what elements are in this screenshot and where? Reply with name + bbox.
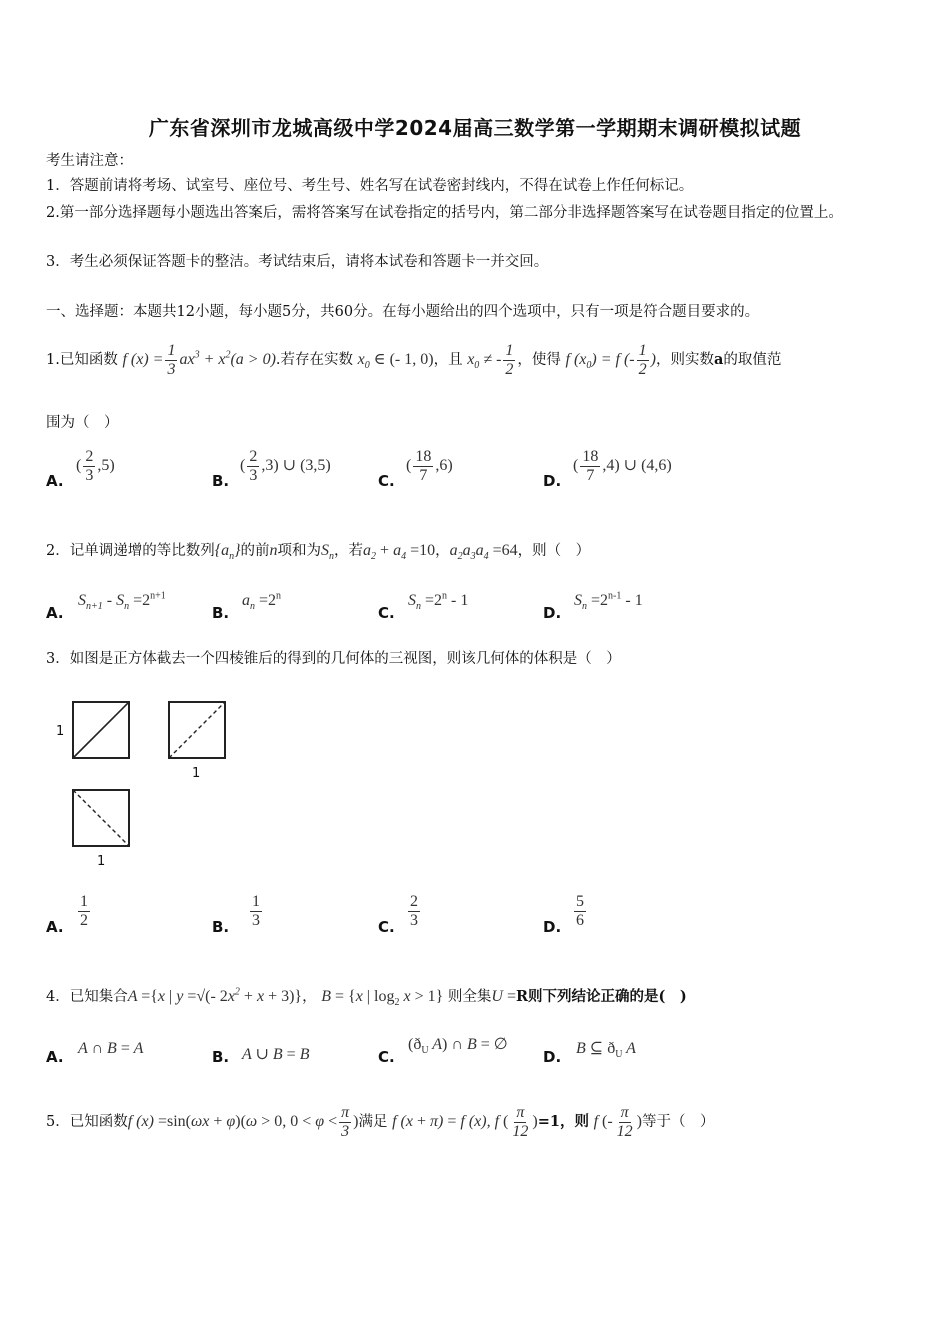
page-title: 广东省深圳市龙城高级中学2024届高三数学第一学期期末调研模拟试题 [148, 116, 802, 140]
q1-x0-range: $x_0$ ∈ (- 1, 0) [357, 351, 434, 372]
q4-text-3: 则下列结论正确的是( ) [528, 988, 687, 1005]
q1-text-1: .若存在实数 [275, 352, 354, 368]
q3-option-a-label[interactable]: A. [46, 918, 64, 936]
q5-text-3: 等于（ ） [642, 1114, 715, 1130]
three-view-svg [50, 690, 290, 890]
q2-option-b-label[interactable]: B. [212, 604, 230, 622]
question-5 [46, 1100, 916, 1144]
q4-option-b[interactable]: A ∪ B = B [242, 1046, 310, 1063]
q3-option-b-label[interactable]: B. [212, 918, 230, 936]
side-view-square [169, 702, 225, 758]
q1-function: f (x) = $\frac{1}{3}$ $ax^3 + x^2(a > 0)$ [122, 341, 276, 378]
q1-option-b[interactable]: ( $\frac{2}{3}$ ,3) ∪ (3,5) [240, 448, 331, 484]
q2-sn: $S_n$ [321, 542, 335, 563]
q1-equation: f $(x_0) = f$ (- $\frac{1}{2}$ ) [565, 341, 656, 378]
q4-option-d[interactable]: B ⊆ $ð_U$ A [576, 1040, 636, 1061]
top-view-dashed-diagonal [73, 790, 129, 846]
question-4 [46, 982, 916, 1012]
q2-option-a-label[interactable]: A. [46, 604, 64, 622]
top-view-square [73, 790, 129, 846]
q4-prefix: 4．已知集合 [46, 989, 128, 1005]
q1-option-b-label[interactable]: B. [212, 472, 230, 490]
q4-option-c-label[interactable]: C. [378, 1048, 395, 1066]
q2-option-d[interactable]: $S_n =2^{n-1} - 1$ [574, 590, 643, 613]
q1-option-c-label[interactable]: C. [378, 472, 395, 490]
q5-function: f (x) =sin(ωx + φ)(ω > 0, 0 < φ < $\frac{\pi}{3}$ ) [127, 1103, 359, 1140]
q2-option-b[interactable]: $a_n =2^n$ [242, 590, 282, 613]
q2-cond-2: $a_2a_3a_4 =64$ [449, 542, 518, 563]
question-2 [46, 536, 916, 566]
q4-r: R [515, 988, 529, 1005]
front-view-diagonal [73, 702, 129, 758]
q1-option-d-label[interactable]: D. [543, 472, 562, 490]
q5-target: f (- $\frac{\pi}{12}$ ) [593, 1103, 642, 1140]
q1-text-5: 的取值范 [723, 352, 782, 368]
q2-prefix: 2．记单调递增的等比数列 [46, 543, 215, 559]
notice-item-1: 1．答题前请将考场、试室号、座位号、考生号、姓名写在试卷密封线内，不得在试卷上作任何标记。 [46, 178, 694, 194]
q2-text-5: ，则（ ） [517, 543, 591, 559]
q2-option-c[interactable]: $S_n =2^n - 1$ [408, 590, 469, 613]
three-view-figure [50, 690, 290, 890]
question-1 [46, 340, 916, 380]
q4-text-2: 则全集 [447, 989, 492, 1005]
q4-option-d-label[interactable]: D. [543, 1048, 562, 1066]
front-view-label: 1 [56, 724, 65, 739]
notice-item-2: 2.第一部分选择题每小题选出答案后，需将答案写在试卷指定的括号内，第二部分非选择题答案写在试卷题目指定的位置上。 [46, 205, 843, 221]
q2-option-a[interactable]: $S_{n+1} - S_n =2^{n+1}$ [78, 590, 166, 613]
q1-text-2: ，且 [433, 352, 463, 368]
q4-universal: U = [491, 988, 516, 1005]
q3-option-c[interactable]: $\frac{2}{3}$ [410, 893, 418, 929]
question-3: 3．如图是正方体截去一个四棱锥后的得到的几何体的三视图，则该几何体的体积是（ ） [46, 651, 621, 667]
q2-text-1: 的前 [240, 543, 270, 559]
q1-text-3: ，使得 [517, 352, 561, 368]
q2-option-c-label[interactable]: C. [378, 604, 395, 622]
q1-option-d[interactable]: ( $\frac{18}{7}$ ,4) ∪ (4,6) [573, 448, 672, 484]
q3-option-c-label[interactable]: C. [378, 918, 395, 936]
side-view-label: 1 [192, 766, 201, 781]
q3-option-d[interactable]: $\frac{5}{6}$ [576, 893, 584, 929]
q5-condition: f (x + π) = f (x), f ( $\frac{\pi}{12}$ ) [392, 1103, 538, 1140]
q2-cond-1: $a_2 + a_4 =10$ [363, 542, 436, 563]
notice-item-3: 3．考生必须保证答题卡的整洁。考试结束后，请将本试卷和答题卡一并交回。 [46, 254, 549, 270]
notice-heading: 考生请注意： [46, 153, 133, 169]
q1-prefix: 1.已知函数 [46, 352, 118, 368]
q3-option-b[interactable]: $\frac{1}{3}$ [252, 893, 260, 929]
q2-n: n [269, 542, 278, 559]
q2-option-d-label[interactable]: D. [543, 604, 562, 622]
q5-text-2: =1，则 [537, 1113, 589, 1130]
q4-text-1: ， [302, 989, 317, 1005]
q5-prefix: 5．已知函数 [46, 1114, 128, 1130]
q2-text-2: 项和为 [277, 543, 322, 559]
q4-option-a[interactable]: A ∩ B = A [78, 1040, 144, 1057]
q1-text-4: ，则实数 [655, 352, 714, 368]
q2-text-3: ，若 [334, 543, 364, 559]
q4-option-b-label[interactable]: B. [212, 1048, 230, 1066]
q2-text-4: ， [435, 543, 450, 559]
q4-set-a: A ={x | y =√(- $2x^2 + x + 3$)} [127, 986, 303, 1005]
q1-option-a[interactable]: ( $\frac{2}{3}$ ,5) [76, 448, 115, 484]
q4-option-c[interactable]: ($ð_U$ A) ∩ B = ∅ [408, 1036, 508, 1057]
q4-option-a-label[interactable]: A. [46, 1048, 64, 1066]
q3-option-d-label[interactable]: D. [543, 918, 562, 936]
q1-x0-cond: $x_0$ ≠ - $\frac{1}{2}$ [467, 341, 514, 378]
q3-option-a[interactable]: $\frac{1}{2}$ [80, 893, 88, 929]
q1-option-a-label[interactable]: A. [46, 472, 64, 490]
top-view-label: 1 [97, 854, 106, 869]
q4-set-b: B = {x | $\log_2 x > 1$} [321, 988, 444, 1009]
q1-var: a [713, 351, 724, 368]
section-heading: 一、选择题：本题共12小题，每小题5分，共60分。在每小题给出的四个选项中，只有一项是符合题目要求的。 [46, 304, 760, 320]
q1-option-c[interactable]: ( $\frac{18}{7}$ ,6) [406, 448, 453, 484]
q1-continuation: 围为（ ） [46, 415, 119, 431]
q2-sequence: $\{a_n\}$ [214, 542, 241, 563]
side-view-dashed-diagonal [169, 702, 225, 758]
q5-text-1: 满足 [358, 1114, 388, 1130]
